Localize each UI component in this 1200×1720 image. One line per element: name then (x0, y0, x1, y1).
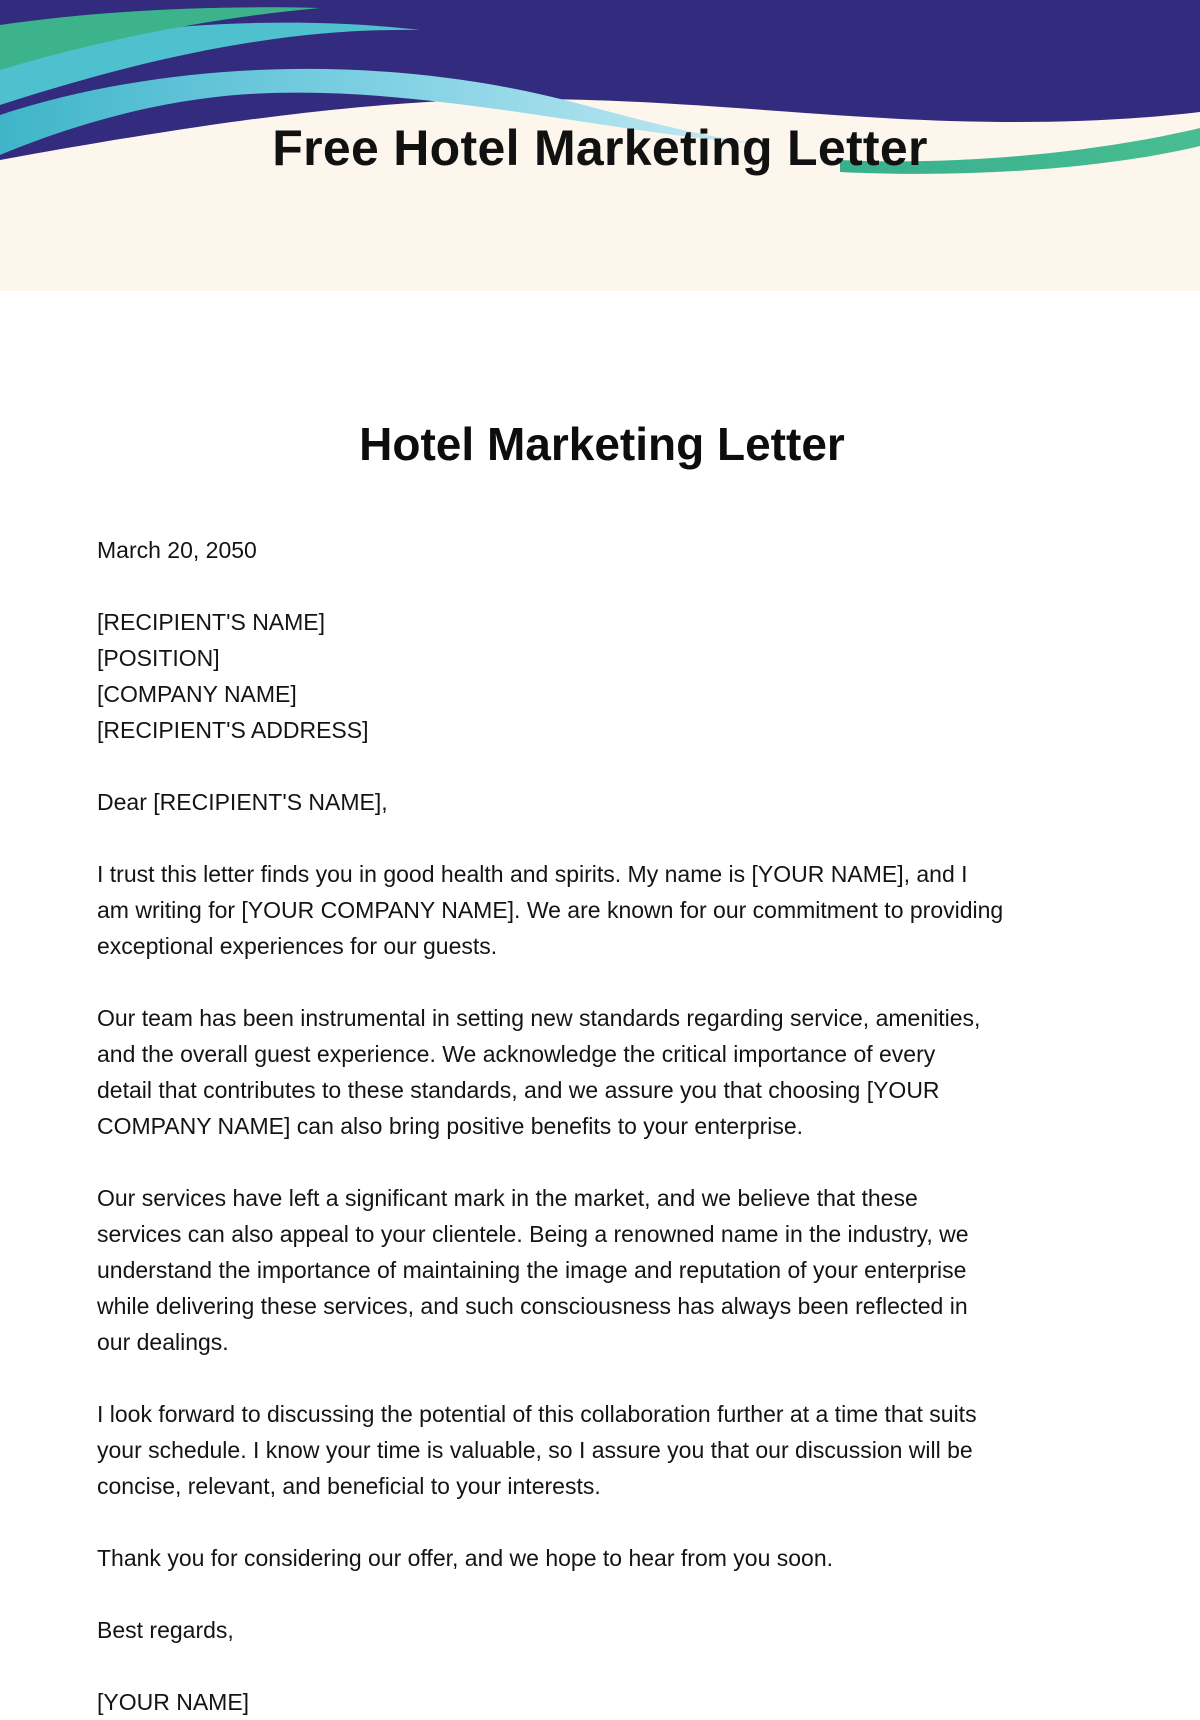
recipient-position: [POSITION] (97, 645, 220, 671)
paragraph-line: while delivering these services, and such consciousness has always been reflected in (97, 1293, 968, 1319)
recipient-address: [RECIPIENT'S ADDRESS] (97, 717, 369, 743)
paragraph-line: understand the importance of maintaining the image and reputation of your enterprise (97, 1257, 967, 1283)
paragraph-line: exceptional experiences for our guests. (97, 933, 498, 959)
paragraph-line: detail that contributes to these standards, and we assure you that choosing [YOUR (97, 1077, 940, 1103)
paragraph-line: COMPANY NAME] can also bring positive benefits to your enterprise. (97, 1113, 804, 1139)
paragraph-line: and the overall guest experience. We acknowledge the critical importance of every (97, 1041, 936, 1067)
letter-title: Hotel Marketing Letter (359, 418, 845, 470)
paragraph-line: Our team has been instrumental in setting new standards regarding service, amenities, (97, 1005, 981, 1031)
banner-title: Free Hotel Marketing Letter (272, 120, 928, 176)
paragraph-line: I look forward to discussing the potential of this collaboration further at a time that suits (97, 1401, 977, 1427)
paragraph-line: am writing for [YOUR COMPANY NAME]. We are known for our commitment to providing (97, 897, 1004, 923)
paragraph-line: Our services have left a significant mark in the market, and we believe that these (97, 1185, 918, 1211)
header-banner (0, 0, 1200, 291)
signature-name: [YOUR NAME] (97, 1689, 250, 1715)
letter-date: March 20, 2050 (97, 537, 257, 563)
paragraph-line: Thank you for considering our offer, and we hope to hear from you soon. (97, 1545, 834, 1571)
paragraph-line: I trust this letter finds you in good health and spirits. My name is [YOUR NAME], and I (97, 861, 968, 887)
paragraph-line: services can also appeal to your clientele. Being a renowned name in the industry, we (97, 1221, 969, 1247)
paragraph-line: our dealings. (97, 1329, 229, 1355)
salutation: Dear [RECIPIENT'S NAME], (97, 789, 388, 815)
paragraph-line: your schedule. I know your time is valuable, so I assure you that our discussion will be (97, 1437, 973, 1463)
closing: Best regards, (97, 1617, 234, 1643)
paragraph-line: concise, relevant, and beneficial to your interests. (97, 1473, 601, 1499)
recipient-name: [RECIPIENT'S NAME] (97, 609, 326, 635)
recipient-company: [COMPANY NAME] (97, 681, 297, 707)
